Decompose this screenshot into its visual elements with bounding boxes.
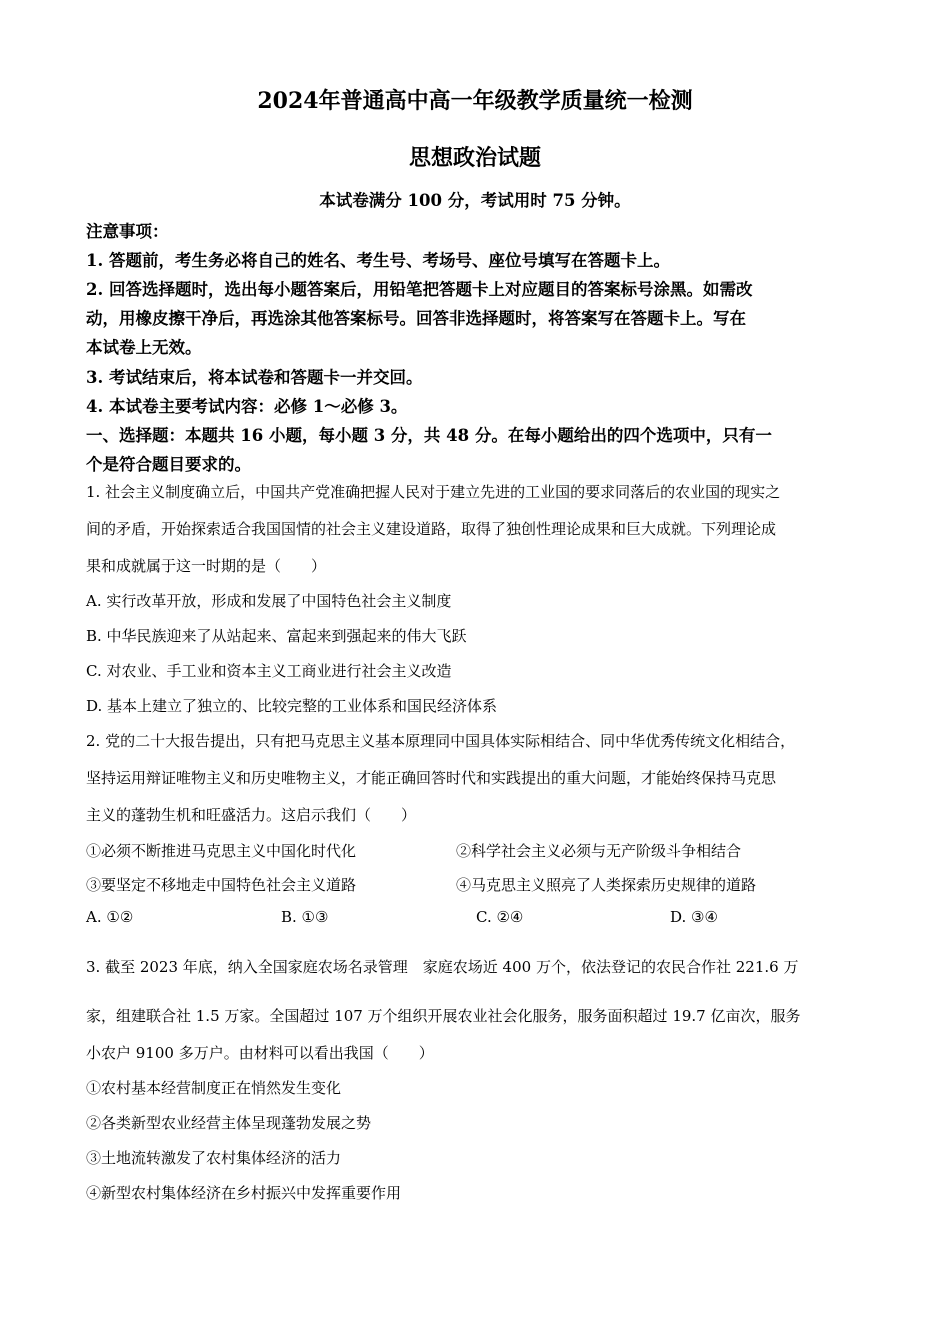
q2-statement-4: ④马克思主义照亮了人类探索历史规律的道路 (456, 876, 757, 894)
notice-line-1: 1. 答题前，考生务必将自己的姓名、考生号、考场号、座位号填写在答题卡上。 (86, 251, 670, 270)
q3-statement-3: ③土地流转激发了农村集体经济的活力 (86, 1149, 342, 1167)
q3-statement-4: ④新型农村集体经济在乡村振兴中发挥重要作用 (86, 1184, 402, 1202)
notice-line-4: 4. 本试卷主要考试内容：必修 1～必修 3。 (86, 397, 408, 416)
q2-statement-3: ③要坚定不移地走中国特色社会主义道路 (86, 876, 357, 894)
q1-option-c: C. 对农业、手工业和资本主义工商业进行社会主义改造 (86, 662, 452, 680)
section-heading-b: 个是符合题目要求的。 (86, 455, 251, 474)
q3-statement-2: ②各类新型农业经营主体呈现蓬勃发展之势 (86, 1114, 372, 1132)
q1-stem-line1: 1. 社会主义制度确立后，中国共产党准确把握人民对于建立先进的工业国的要求同落后的农业国的现实之 (86, 483, 781, 501)
q2-option-d: D. ③④ (670, 908, 718, 926)
q2-stem-line2: 坚持运用辩证唯物主义和历史唯物主义，才能正确回答时代和实践提出的重大问题，才能始终保持马克思 (86, 769, 777, 787)
notice-line-3: 3. 考试结束后，将本试卷和答题卡一并交回。 (86, 368, 423, 387)
section-heading-a: 一、选择题：本题共 16 小题，每小题 3 分，共 48 分。在每小题给出的四个选项中，只有一 (86, 426, 772, 445)
notice-line-2c: 本试卷上无效。 (86, 338, 202, 357)
q3-stem-line3: 小农户 9100 多万户。由材料可以看出我国（ ） (86, 1044, 434, 1062)
q2-option-b: B. ①③ (281, 908, 329, 926)
q2-statement-1: ①必须不断推进马克思主义中国化时代化 (86, 842, 357, 860)
q1-option-a: A. 实行改革开放，形成和发展了中国特色社会主义制度 (86, 592, 452, 610)
exam-info: 本试卷满分 100 分，考试用时 75 分钟。 (319, 191, 631, 210)
q1-option-b: B. 中华民族迎来了从站起来、富起来到强起来的伟大飞跃 (86, 627, 467, 645)
q2-stem-line3: 主义的蓬勃生机和旺盛活力。这启示我们（ ） (86, 806, 417, 824)
subject-title: 思想政治试题 (408, 145, 541, 171)
notice-line-2a: 2. 回答选择题时，选出每小题答案后，用铅笔把答题卡上对应题目的答案标号涂黑。如需改 (86, 280, 753, 299)
q2-stem-line1: 2. 党的二十大报告提出，只有把马克思主义基本原理同中国具体实际相结合、同中华优秀传统文化相结合， (86, 732, 796, 750)
q1-stem-line2: 间的矛盾，开始探索适合我国国情的社会主义建设道路，取得了独创性理论成果和巨大成就。下列理论成 (86, 520, 777, 538)
q3-statement-1: ①农村基本经营制度正在悄然发生变化 (86, 1079, 342, 1097)
q2-option-c: C. ②④ (476, 908, 524, 926)
q1-stem-line3: 果和成就属于这一时期的是（ ） (86, 557, 327, 575)
notice-line-2b: 动，用橡皮擦干净后，再选涂其他答案标号。回答非选择题时，将答案写在答题卡上。写在 (86, 309, 746, 328)
q3-stem-line1: 3. 截至 2023 年底，纳入全国家庭农场名录管理 家庭农场近 400 万个，依法登记的农民合作社 221.6 万 (86, 958, 799, 976)
q3-stem-line2: 家，组建联合社 1.5 万家。全国超过 107 万个组织开展农业社会化服务，服务面积超过 19.7 亿亩次，服务 (86, 1007, 801, 1025)
q2-option-a: A. ①② (86, 908, 134, 926)
exam-title: 2024年普通高中高一年级教学质量统一检测 (257, 88, 693, 114)
q1-option-d: D. 基本上建立了独立的、比较完整的工业体系和国民经济体系 (86, 697, 498, 715)
notice-heading: 注意事项： (86, 222, 169, 241)
q2-statement-2: ②科学社会主义必须与无产阶级斗争相结合 (456, 842, 742, 860)
